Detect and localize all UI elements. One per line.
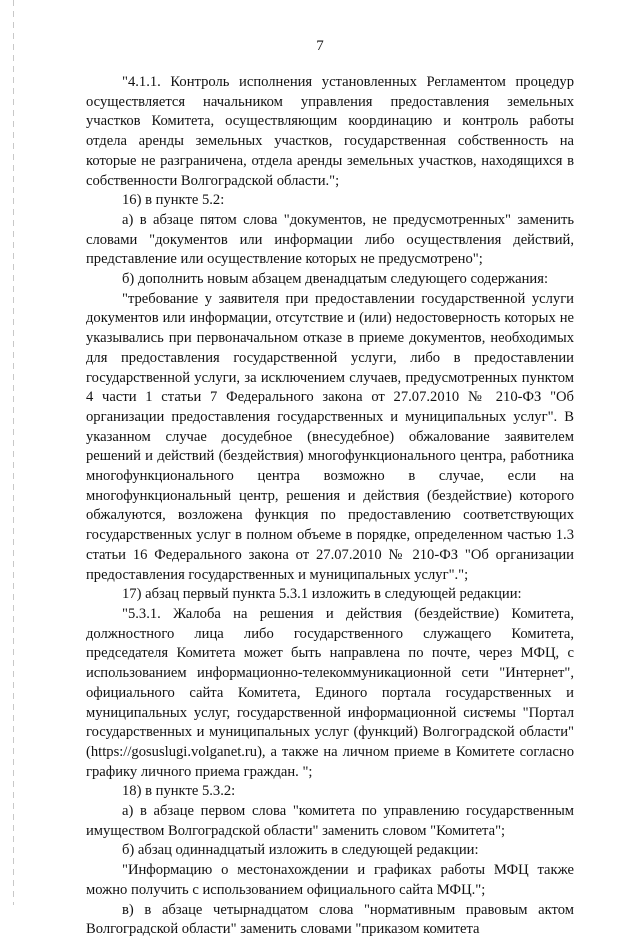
page-number: 7 [316, 38, 324, 54]
paragraph: "требование у заявителя при предоставлении государственной услуги документов или информации, отсутствие и (или) недостоверность которых не указывались при первоначальном отказе в приеме документов, необходимых для предоставления государственной услуги, либо в предоставлении государственной услуги, за исключением случаев, предусмотренных пунктом 4 части 1 статьи 7 Федерального закона от 27.07.2010 № 210-ФЗ "Об организации предоставления государственных и муниципальных услуг". В указанном случае досудебное (внесудебное) обжалование заявителем решений и действий (бездействия) многофункционального центра, работника многофункционального центра возможно в случае, если на многофункциональный центр, решения и действия (бездействие) которого обжалуются, возложена функция по предоставлению соответствующих государственных услуг в полном объеме в порядке, определенном частью 1.3 статьи 16 Федерального закона от 27.07.2010 № 210-ФЗ "Об организации предоставления государственных и муниципальных услуг"."; [86, 290, 574, 583]
paragraph: 18) в пункте 5.3.2: [122, 783, 236, 800]
paragraph: б) абзац одиннадцатый изложить в следующей редакции: [122, 842, 479, 859]
paragraph: а) в абзаце пятом слова "документов, не предусмотренных" заменить словами "документов или информации либо осуществления действий, представление или осуществление которых не предусмотрено"; [86, 211, 574, 268]
paragraph: в) в абзаце четырнадцатом слова "нормативным правовым актом Волгоградской области" заменить словами "приказом комитета [86, 901, 574, 938]
paragraph: а) в абзаце первом слова "комитета по управлению государственным имуществом Волгоградской области" заменить словом "Комитета"; [86, 803, 574, 839]
paragraph: б) дополнить новым абзацем двенадцатым следующего содержания: [122, 271, 549, 288]
scan-edge-line [13, 0, 14, 905]
paragraph: 17) абзац первый пункта 5.3.1 изложить в следующей редакции: [122, 586, 522, 603]
paragraph: "5.3.1. Жалоба на решения и действия (бездействие) Комитета, должностного лица либо государственного служащего Комитета, председателя Комитета может быть направлена по почте, через МФЦ, с использованием информационно-телекоммуникационной сети "Интернет", официального сайта Комитета, Единого портала государственных и муниципальных услуг, государственной информационной системы "Портал государственных и муниципальных услуг (функций) Волгоградской области" (https://gosuslugi.volganet.ru), а также на личном приеме в Комитете согласно графику личного приема граждан. "; [86, 605, 574, 780]
paragraph: "4.1.1. Контроль исполнения установленных Регламентом процедур осуществляется начальником управления предоставления земельных участков Комитета, осуществляющим координацию и контроль работы отдела аренды земельных участков, государственная собственность на которые не разграничена, отдела аренды земельных участков, находящихся в собственности Волгоградской области."; [86, 74, 574, 189]
document-body [86, 73, 574, 940]
paragraph: "Информацию о местонахождении и графиках работы МФЦ также можно получить с использованием официального сайта МФЦ."; [86, 862, 574, 898]
paragraph: 16) в пункте 5.2: [122, 192, 225, 209]
